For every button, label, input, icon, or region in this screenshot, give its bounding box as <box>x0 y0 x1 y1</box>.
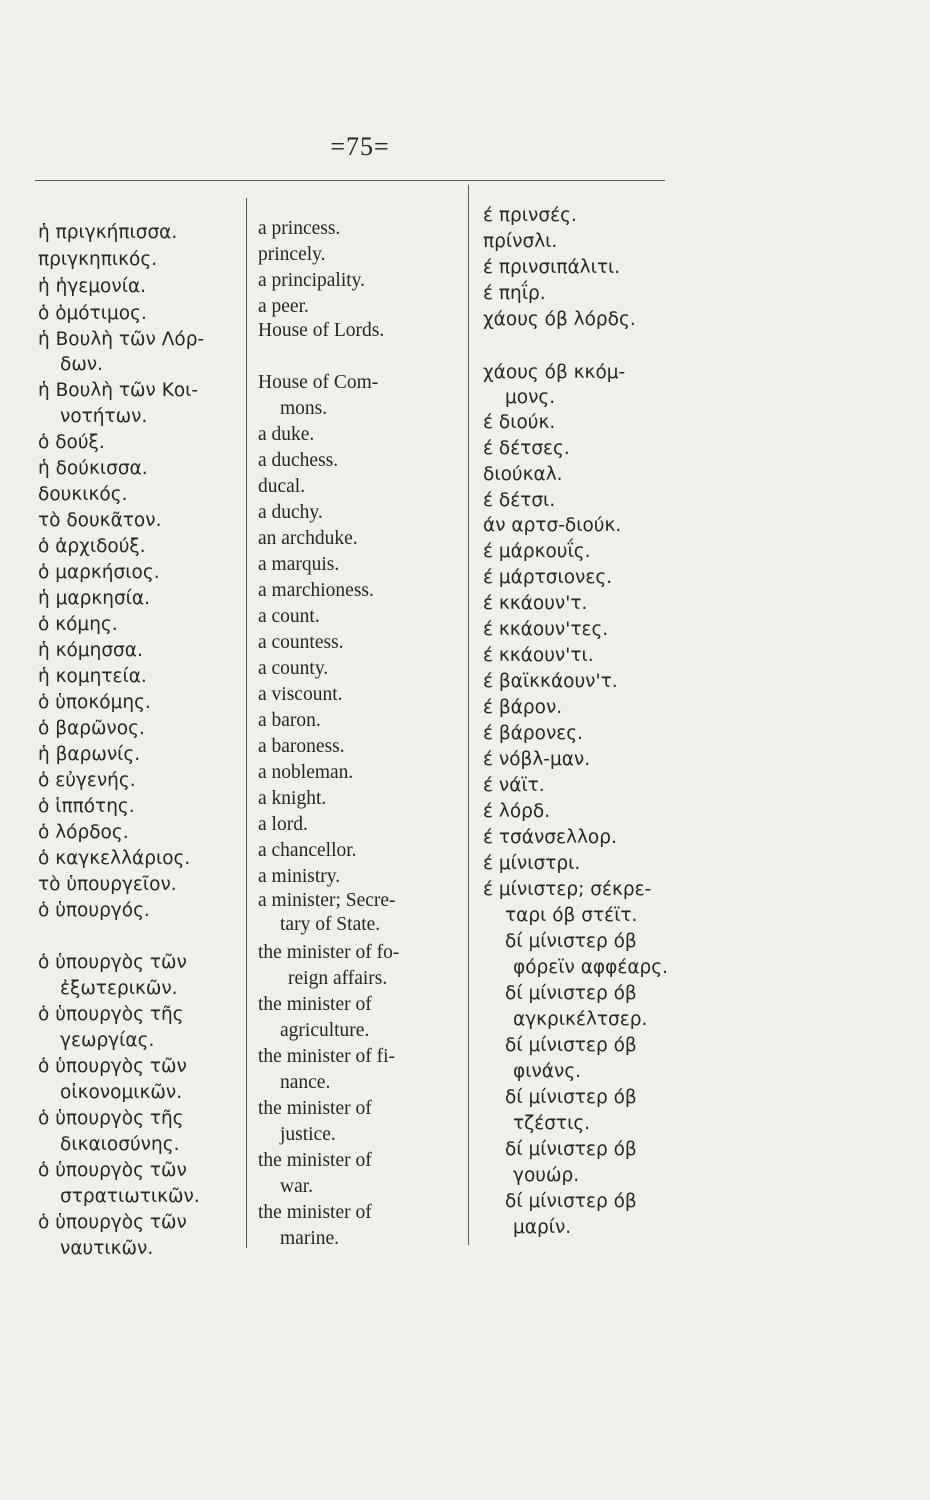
english-entry: the minister of <box>258 994 372 1015</box>
page-number: =75= <box>330 132 390 161</box>
greek-entry: ἡ δούκισσα. <box>38 458 148 479</box>
english-entry: ducal. <box>258 476 306 497</box>
pronunciation-entry: φινάνς. <box>513 1061 582 1082</box>
pronunciation-entry: έ πρινσιπάλιτι. <box>483 257 621 278</box>
pronunciation-entry: έ διούκ. <box>483 412 556 433</box>
greek-entry: δικαιοσύνης. <box>60 1134 180 1155</box>
greek-entry: ὁ κόμης. <box>38 614 118 635</box>
greek-entry: ὁ ὑποκόμης. <box>38 692 151 713</box>
pronunciation-entry: έ μάρκουΐς. <box>483 541 591 562</box>
greek-entry: νοτήτων. <box>60 406 148 427</box>
pronunciation-entry: έ νάϊτ. <box>483 775 545 796</box>
pronunciation-entry: έ τσάνσελλορ. <box>483 827 617 848</box>
greek-entry: ἡ μαρκησία. <box>38 588 151 609</box>
pronunciation-entry: δί μίνιστερ όβ <box>505 1139 637 1160</box>
column-divider-right <box>468 185 469 1245</box>
greek-entry: τὸ δουκᾶτον. <box>38 510 162 531</box>
english-entry: a viscount. <box>258 684 343 705</box>
greek-entry: ὁ ὁμότιμος. <box>38 303 147 324</box>
pronunciation-entry: έ μίνιστερ; σέκρε- <box>483 879 652 900</box>
greek-entry: ἡ Βουλὴ τῶν Κοι- <box>38 380 199 401</box>
greek-entry: ὁ καγκελλάριος. <box>38 848 191 869</box>
english-entry: tary of State. <box>280 914 381 935</box>
greek-entry: στρατιωτικῶν. <box>60 1186 200 1207</box>
pronunciation-entry: χάους όβ λόρδς. <box>483 309 636 330</box>
pronunciation-entry: δί μίνιστερ όβ <box>505 983 637 1004</box>
english-entry: a baroness. <box>258 736 345 757</box>
english-entry: a ministry. <box>258 866 341 887</box>
greek-entry: ὁ ὑπουργὸς τῆς <box>38 1004 184 1025</box>
english-entry: a countess. <box>258 632 344 653</box>
greek-entry: δων. <box>60 354 104 375</box>
english-entry: a duchess. <box>258 450 339 471</box>
pronunciation-entry: έ μάρτσιονες. <box>483 567 613 588</box>
greek-entry: τὸ ὑπουργεῖον. <box>38 874 177 895</box>
english-entry: a marquis. <box>258 554 340 575</box>
greek-entry: ὁ εὐγενής. <box>38 770 136 791</box>
english-entry: an archduke. <box>258 528 358 549</box>
greek-entry: ὁ μαρκήσιος. <box>38 562 160 583</box>
pronunciation-entry: έ νόβλ-μαν. <box>483 749 591 770</box>
greek-entry: πριγκηπικός. <box>38 249 158 270</box>
greek-entry: γεωργίας. <box>60 1030 155 1051</box>
english-entry: princely. <box>258 244 326 265</box>
greek-entry: ὁ δούξ. <box>38 432 105 453</box>
english-entry: a chancellor. <box>258 840 357 861</box>
greek-entry: ὁ ἀρχιδούξ. <box>38 536 146 557</box>
pronunciation-entry: έ βάρονες. <box>483 723 584 744</box>
pronunciation-entry: δί μίνιστερ όβ <box>505 1191 637 1212</box>
greek-entry: ἐξωτερικῶν. <box>60 978 178 999</box>
top-rule <box>35 180 665 181</box>
greek-entry: ὁ λόρδος. <box>38 822 129 843</box>
greek-entry: ἡ ἡγεμονία. <box>38 276 147 297</box>
pronunciation-entry: αγκρικέλτσερ. <box>513 1009 648 1030</box>
pronunciation-entry: έ λόρδ. <box>483 801 551 822</box>
english-entry: a duke. <box>258 424 315 445</box>
english-entry: a marchioness. <box>258 580 374 601</box>
english-entry: a principality. <box>258 270 366 291</box>
english-entry: the minister of fi- <box>258 1046 396 1067</box>
pronunciation-entry: τζέστις. <box>513 1113 591 1134</box>
pronunciation-entry: μαρίν. <box>513 1217 572 1238</box>
greek-entry: ἡ βαρωνίς. <box>38 744 141 765</box>
pronunciation-entry: έ βάρον. <box>483 697 563 718</box>
english-entry: a minister; Secre- <box>258 890 396 911</box>
greek-entry: δουκικός. <box>38 484 128 505</box>
column-divider-left <box>246 198 247 1248</box>
greek-entry: ὁ ὑπουργός. <box>38 900 150 921</box>
english-entry: a county. <box>258 658 329 679</box>
english-entry: a baron. <box>258 710 321 731</box>
greek-entry: ὁ ὑπουργὸς τῶν <box>38 1212 187 1233</box>
english-entry: marine. <box>280 1228 340 1249</box>
greek-entry: ἡ πριγκήπισσα. <box>38 222 178 243</box>
english-entry: the minister of <box>258 1150 372 1171</box>
pronunciation-entry: χάους όβ κκόμ- <box>483 362 626 383</box>
pronunciation-entry: έ κκάουν'τι. <box>483 645 594 666</box>
greek-entry: οἰκονομικῶν. <box>60 1082 183 1103</box>
greek-entry: ἡ κόμησσα. <box>38 640 143 661</box>
pronunciation-entry: έ βαϊκκάουν'τ. <box>483 671 618 692</box>
greek-entry: ὁ ἱππότης. <box>38 796 135 817</box>
greek-entry: ἡ Βουλὴ τῶν Λόρ- <box>38 329 205 350</box>
pronunciation-entry: φόρεϊν αφφέαρς. <box>513 957 669 978</box>
english-entry: a nobleman. <box>258 762 354 783</box>
english-entry: a princess. <box>258 218 341 239</box>
pronunciation-entry: έ κκάουν'τες. <box>483 619 609 640</box>
english-entry: reign affairs. <box>288 968 388 989</box>
english-entry: the minister of fo- <box>258 942 400 963</box>
pronunciation-entry: δί μίνιστερ όβ <box>505 1035 637 1056</box>
english-entry: the minister of <box>258 1202 372 1223</box>
english-entry: House of Lords. <box>258 320 385 341</box>
greek-entry: ὁ ὑπουργὸς τῶν <box>38 1056 187 1077</box>
english-entry: war. <box>280 1176 314 1197</box>
english-entry: mons. <box>280 398 328 419</box>
pronunciation-entry: άν αρτσ-διούκ. <box>483 515 622 536</box>
pronunciation-entry: δί μίνιστερ όβ <box>505 931 637 952</box>
english-entry: the minister of <box>258 1098 372 1119</box>
pronunciation-entry: έ μίνιστρι. <box>483 853 581 874</box>
pronunciation-entry: δί μίνιστερ όβ <box>505 1087 637 1108</box>
pronunciation-entry: διούκαλ. <box>483 464 563 485</box>
pronunciation-entry: ταρι όβ στέϊτ. <box>505 905 638 926</box>
pronunciation-entry: γουώρ. <box>513 1165 580 1186</box>
greek-entry: ὁ ὑπουργὸς τῶν <box>38 1160 187 1181</box>
english-entry: justice. <box>280 1124 336 1145</box>
pronunciation-entry: έ πηΐρ. <box>483 283 546 304</box>
english-entry: House of Com- <box>258 372 379 393</box>
english-entry: nance. <box>280 1072 331 1093</box>
english-entry: a count. <box>258 606 320 627</box>
greek-entry: ὁ βαρῶνος. <box>38 718 145 739</box>
english-entry: a lord. <box>258 814 308 835</box>
english-entry: a duchy. <box>258 502 323 523</box>
greek-entry: ὁ ὑπουργὸς τῶν <box>38 952 187 973</box>
greek-entry: ὁ ὑπουργὸς τῆς <box>38 1108 184 1129</box>
pronunciation-entry: έ δέτσες. <box>483 438 570 459</box>
pronunciation-entry: πρίνσλι. <box>483 231 558 252</box>
english-entry: a knight. <box>258 788 327 809</box>
pronunciation-entry: μονς. <box>505 387 556 408</box>
greek-entry: ἡ κομητεία. <box>38 666 147 687</box>
pronunciation-entry: έ πρινσές. <box>483 205 577 226</box>
english-entry: a peer. <box>258 296 309 317</box>
english-entry: agriculture. <box>280 1020 370 1041</box>
pronunciation-entry: έ δέτσι. <box>483 490 556 511</box>
pronunciation-entry: έ κκάουν'τ. <box>483 593 588 614</box>
greek-entry: ναυτικῶν. <box>60 1238 154 1259</box>
